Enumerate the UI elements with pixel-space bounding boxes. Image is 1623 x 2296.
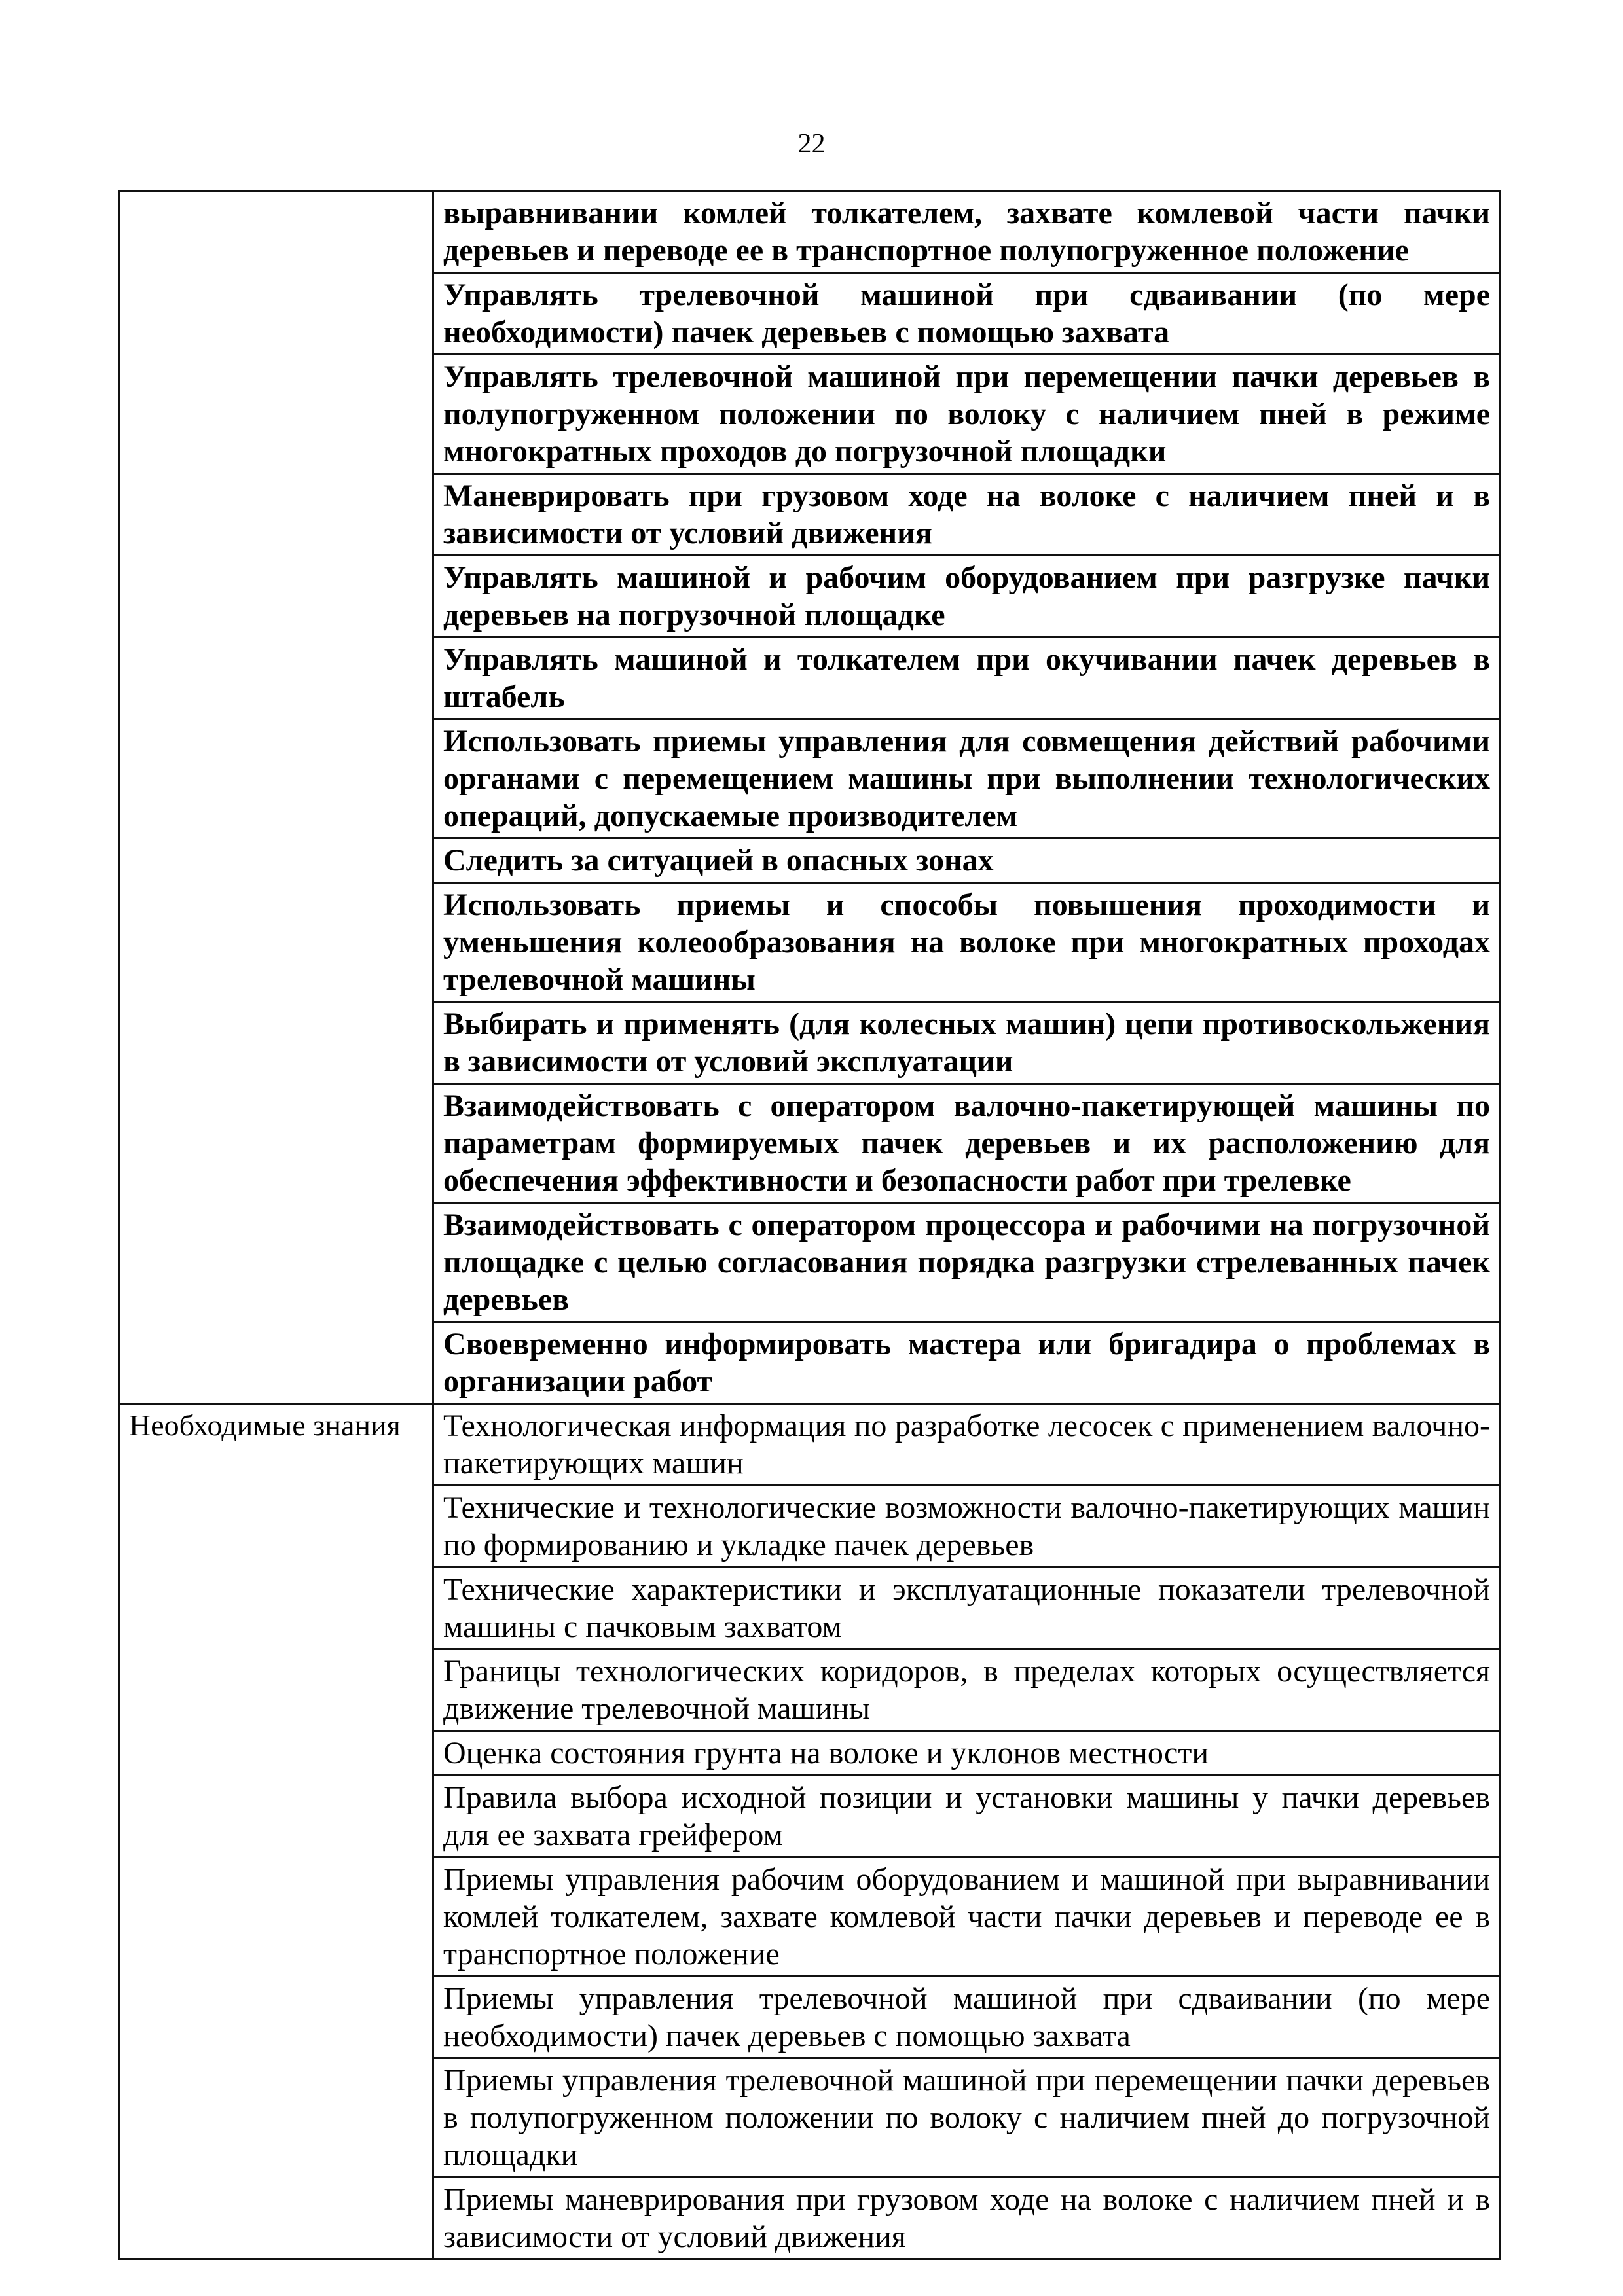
knowledge-item: Технологическая информация по разработке лесосек с применением валочно-пакетирующих машин xyxy=(433,1404,1501,1486)
knowledge-label: Необходимые знания xyxy=(129,1408,401,1442)
skill-item: Взаимодействовать с оператором валочно-пакетирующей машины по параметрам формируемых пачек деревьев и их расположению для обеспечения эффективности и безопасности работ при трелевке xyxy=(433,1084,1501,1203)
knowledge-item: Правила выбора исходной позиции и установки машины у пачки деревьев для ее захвата грейфером xyxy=(433,1776,1501,1857)
knowledge-item: Приемы маневрирования при грузовом ходе на волоке с наличием пней и в зависимости от условий движения xyxy=(433,2178,1501,2259)
skill-item: Маневрировать при грузовом ходе на волоке с наличием пней и в зависимости от условий движения xyxy=(433,474,1501,556)
knowledge-item: Приемы управления рабочим оборудованием и машиной при выравнивании комлей толкателем, захвате комлевой части пачки деревьев и переводе ее в транспортное положение xyxy=(433,1857,1501,1977)
knowledge-item: Приемы управления трелевочной машиной при перемещении пачки деревьев в полупогруженном положении по волоку с наличием пней до погрузочной площадки xyxy=(433,2058,1501,2178)
skill-item: Использовать приемы управления для совмещения действий рабочими органами с перемещением машины при выполнении технологических операций, допускаемые производителем xyxy=(433,719,1501,838)
skill-item: Управлять трелевочной машиной при сдваивании (по мере необходимости) пачек деревьев с помощью захвата xyxy=(433,273,1501,355)
skill-item: Выбирать и применять (для колесных машин) цепи противоскольжения в зависимости от условий эксплуатации xyxy=(433,1002,1501,1084)
knowledge-item: Оценка состояния грунта на волоке и уклонов местности xyxy=(433,1731,1501,1776)
skill-item: Управлять трелевочной машиной при перемещении пачки деревьев в полупогруженном положении по волоку с наличием пней в режиме многократных проходов до погрузочной площадки xyxy=(433,355,1501,474)
knowledge-item: Технические характеристики и эксплуатационные показатели трелевочной машины с пачковым захватом xyxy=(433,1568,1501,1649)
table-row xyxy=(119,1404,1501,1486)
skill-item: Управлять машиной и толкателем при окучивании пачек деревьев в штабель xyxy=(433,637,1501,719)
requirements-table xyxy=(118,190,1501,2260)
knowledge-item: Приемы управления трелевочной машиной при сдваивании (по мере необходимости) пачек деревьев с помощью захвата xyxy=(433,1977,1501,2058)
knowledge-item: Границы технологических коридоров, в пределах которых осуществляется движение трелевочной машины xyxy=(433,1649,1501,1731)
skill-item: Взаимодействовать с оператором процессора и рабочими на погрузочной площадке с целью согласования порядка разгрузки стрелеванных пачек деревьев xyxy=(433,1203,1501,1322)
knowledge-label-cell xyxy=(119,1404,433,2259)
table-row xyxy=(119,191,1501,273)
page-number: 22 xyxy=(797,129,826,159)
skill-item: Управлять машиной и рабочим оборудованием при разгрузке пачки деревьев на погрузочной площадке xyxy=(433,556,1501,637)
knowledge-item: Технические и технологические возможности валочно-пакетирующих машин по формированию и укладке пачек деревьев xyxy=(433,1486,1501,1568)
skill-item: Следить за ситуацией в опасных зонах xyxy=(433,838,1501,883)
skill-item: Использовать приемы и способы повышения проходимости и уменьшения колеообразования на волоке при многократных проходах трелевочной машины xyxy=(433,883,1501,1002)
skills-label-cell xyxy=(119,191,433,1404)
skill-item: Своевременно информировать мастера или бригадира о проблемах в организации работ xyxy=(433,1322,1501,1404)
skill-item: выравнивании комлей толкателем, захвате комлевой части пачки деревьев и переводе ее в транспортное полупогруженное положение xyxy=(433,191,1501,273)
